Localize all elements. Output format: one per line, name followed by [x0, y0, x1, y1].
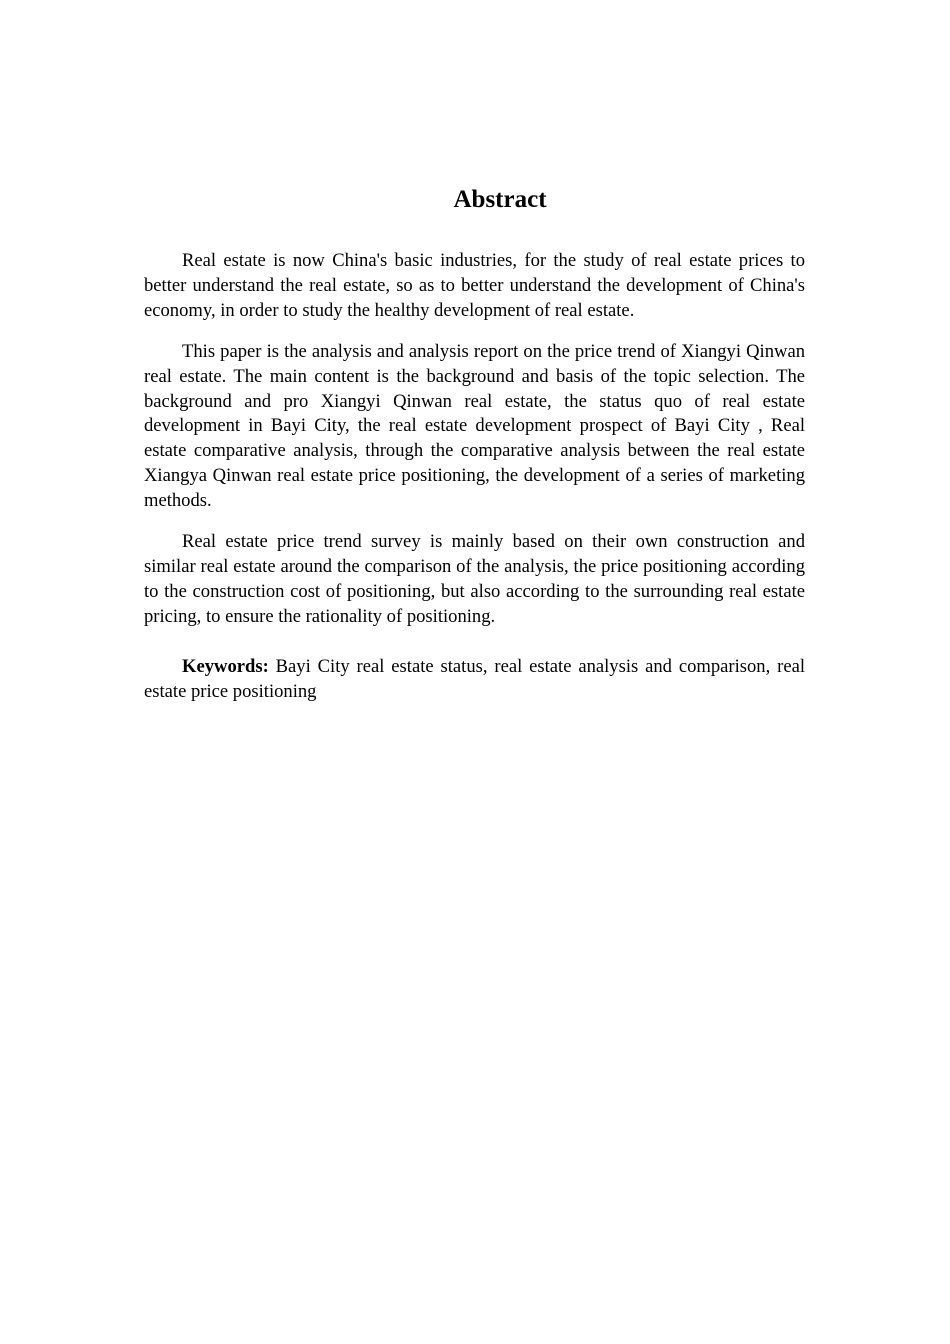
abstract-paragraph-2: This paper is the analysis and analysis report on the price trend of Xiangyi Qinwan real estate. The main content is the background and basis of the topic selection. The background and pro Xiangyi Qinwan real estate, the status quo of real estate development in Bayi City, the real estate development prospect of Bayi City , Real estate comparative analysis, through the comparative analysis between the real estate Xiangya Qinwan real estate price positioning, the development of a series of marketing methods.: [144, 340, 805, 512]
abstract-title: Abstract: [453, 186, 547, 213]
abstract-paragraph-3: Real estate price trend survey is mainly based on their own construction and similar real estate around the comparison of the analysis, the price positioning according to the construction cost of positioning, but also according to the surrounding real estate pricing, to ensure the rationality of positioning.: [144, 531, 805, 627]
keywords-text: Bayi City real estate status, real estate analysis and comparison, real estate price positioning: [144, 655, 805, 702]
keywords-label: Keywords:: [182, 655, 269, 677]
abstract-body: [144, 249, 805, 705]
abstract-paragraph-1: Real estate is now China's basic industries, for the study of real estate prices to better understand the real estate, so as to better understand the development of China's economy, in order to study the healthy development of real estate.: [144, 250, 805, 321]
keywords-paragraph: [144, 655, 805, 705]
